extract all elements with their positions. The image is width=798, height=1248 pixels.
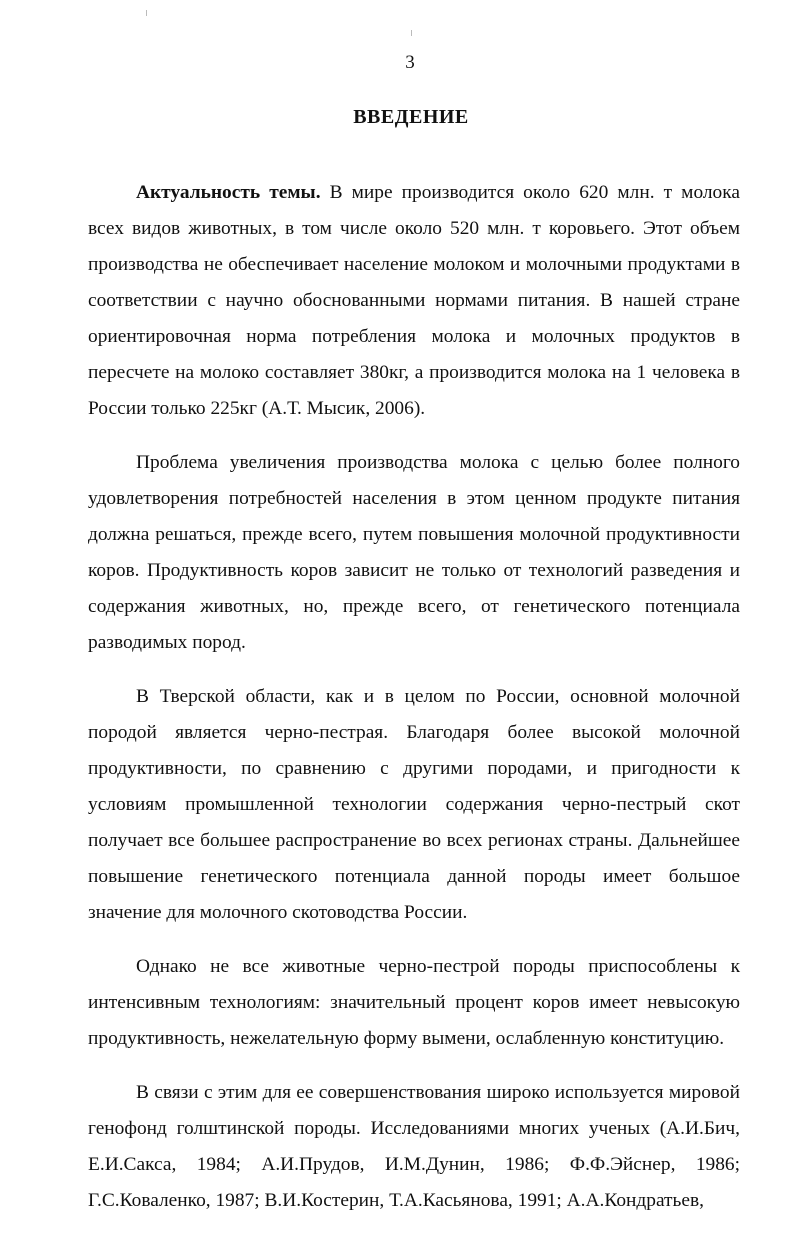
paragraph-relevance (88, 175, 740, 427)
section-heading: ВВЕДЕНИЕ (353, 106, 469, 128)
paragraph-tver-region (88, 679, 740, 931)
paragraph-text: Проблема увеличения производства молока с целью более полного удовлетворения потребностей населения в этом ценном продукте питания должна решаться, прежде всего, путем повышения молочной продуктивности коров. Продуктивность коров зависит не только от технологий разведения и содержания животных, но, прежде всего, от генетического потенциала разводимых пород. (88, 452, 740, 653)
scan-artifact (146, 10, 147, 16)
page-number: 3 (405, 52, 415, 73)
paragraph-limitations (88, 949, 740, 1057)
relevance-lead: Актуальность темы. (136, 182, 321, 203)
paragraph-text: В связи с этим для ее совершенствования широко используется мировой генофонд голштинской породы. Исследованиями многих ученых (А.И.Бич, Е.И.Сакса, 1984; А.И.Прудов, И.М.Дунин, 1986; Ф.Ф.Эйснер, 1986; Г.С.Коваленко, 1987; В.И.Костерин, Т.А.Касьянова, 1991; А.А.Кондратьев, (88, 1082, 740, 1211)
paragraph-problem (88, 445, 740, 661)
paragraph-text: Однако не все животные черно-пестрой породы приспособлены к интенсивным технологиям: значительный процент коров имеет невысокую продуктивность, нежелательную форму вымени, ослабленную конституцию. (88, 956, 740, 1049)
paragraph-text: В мире производится около 620 млн. т молока всех видов животных, в том числе около 520 млн. т коровьего. Этот объем производства не обеспечивает население молоком и молочными продуктами в соответствии с научно обоснованными нормами питания. В нашей стране ориентировочная норма потребления молока и молочных продуктов в пересчете на молоко составляет 380кг, а производится молока на 1 человека в России только 225кг (А.Т. Мысик, 2006). (88, 182, 740, 419)
paragraph-holstein (88, 1075, 740, 1219)
scan-artifact (411, 30, 412, 36)
body-text (88, 175, 740, 1219)
paragraph-text: В Тверской области, как и в целом по России, основной молочной породой является черно-пестрая. Благодаря более высокой молочной продуктивности, по сравнению с другими породами, и пригодности к условиям промышленной технологии содержания черно-пестрый скот получает все большее распространение во всех регионах страны. Дальнейшее повышение генетического потенциала данной породы имеет большое значение для молочного скотоводства России. (88, 686, 740, 923)
